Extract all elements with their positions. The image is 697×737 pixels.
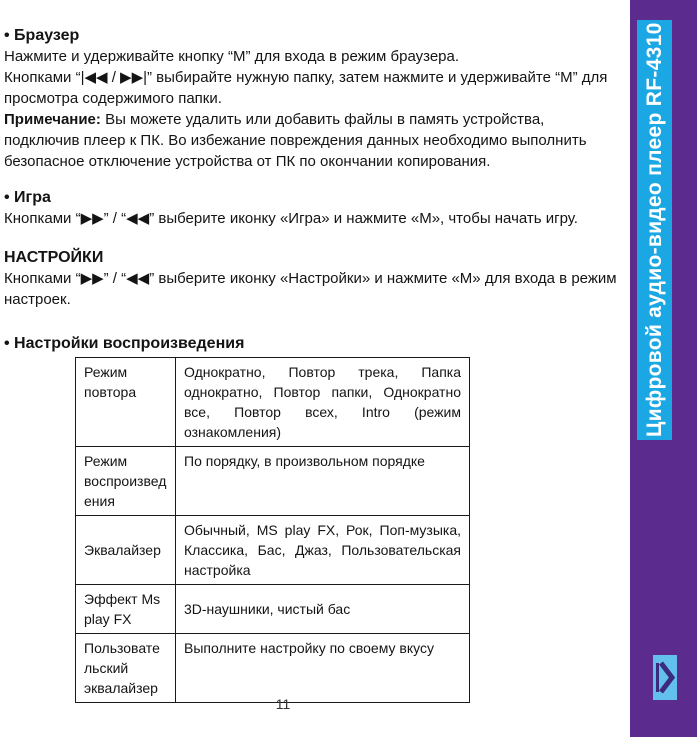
page-content <box>4 25 622 703</box>
section-title-game: • Игра <box>4 189 51 206</box>
browser-note-label: Примечание: <box>4 111 101 128</box>
product-banner <box>637 20 672 440</box>
row-value-play-mode: По порядку, в произвольном порядке <box>176 447 470 516</box>
page-number: 11 <box>275 696 291 712</box>
table-row <box>76 585 470 634</box>
row-label-repeat-mode: Режим повтора <box>76 358 176 447</box>
table-row <box>76 447 470 516</box>
row-value-repeat-mode: Однократно, Повтор трека, Папка однократно, Повтор папки, Однократно все, Повтор всех, Intro (режим ознакомления) <box>176 358 470 447</box>
table-row <box>76 516 470 585</box>
sidebar <box>630 0 697 737</box>
table-row <box>76 358 470 447</box>
row-label-play-mode: Режим воспроизведения <box>76 447 176 516</box>
row-value-equalizer: Обычный, MS play FX, Рок, Поп-музыка, Классика, Бас, Джаз, Пользовательская настройка <box>176 516 470 585</box>
row-label-equalizer: Эквалайзер <box>76 516 176 585</box>
playback-settings-table <box>75 357 470 703</box>
game-paragraph: Кнопками “▶▶” / “◀◀” выберите иконку «Игра» и нажмите «М», чтобы начать игру. <box>4 210 578 227</box>
table-row <box>76 634 470 703</box>
row-label-msplayfx-effect: Эффект Ms play FX <box>76 585 176 634</box>
settings-paragraph: Кнопками “▶▶” / “◀◀” выберите иконку «Настройки» и нажмите «М» для входа в режим настроек. <box>4 270 617 308</box>
section-title-playback-settings: • Настройки воспроизведения <box>4 335 245 352</box>
section-title-browser: • Браузер <box>4 27 80 44</box>
skip-forward-icon <box>653 655 677 700</box>
browser-paragraph-2: Кнопками “|◀◀ / ▶▶|” выбирайте нужную папку, затем нажмите и удерживайте “М” для просмотра содержимого папки. <box>4 69 608 107</box>
product-banner-text: Цифровой аудио-видео плеер RF-4310 <box>643 22 666 438</box>
browser-note-text: Вы можете удалить или добавить файлы в память устройства, подключив плеер к ПК. Во избежание повреждения данных необходимо выполнить безопасное отключение устройства от ПК по окончании копирования. <box>4 111 587 170</box>
row-label-user-equalizer: Пользовательский эквалайзер <box>76 634 176 703</box>
browser-note <box>4 109 622 172</box>
heading-settings: НАСТРОЙКИ <box>4 249 104 266</box>
row-value-user-equalizer: Выполните настройку по своему вкусу <box>176 634 470 703</box>
browser-paragraph-1: Нажмите и удерживайте кнопку “М” для входа в режим браузера. <box>4 48 460 65</box>
row-value-msplayfx-effect: 3D-наушники, чистый бас <box>176 585 470 634</box>
